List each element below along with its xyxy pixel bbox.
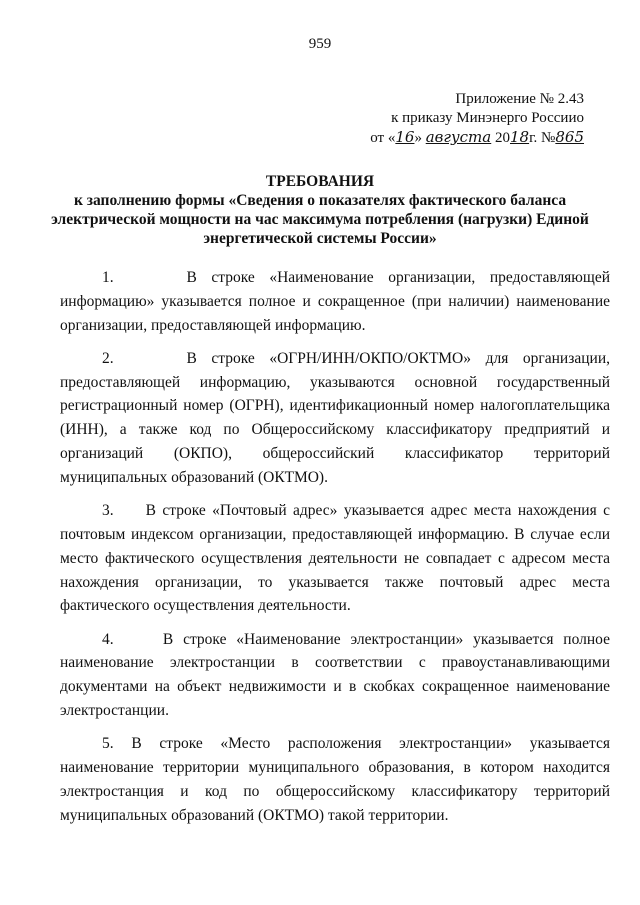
appendix-line-3 xyxy=(370,128,584,148)
requirements-body xyxy=(60,266,610,837)
page-number: 959 xyxy=(308,36,332,52)
order-number-label: г. № xyxy=(529,130,556,146)
paragraph-3: 3. В строке «Почтовый адрес» указывается адрес места нахождения с почтовым индексом организации, предоставляющей информацию. В случае если место фактического осуществления деятельности не совпадает с адресом места нахождения организации, то указывается также почтовый адрес места фактического осуществления деятельности. xyxy=(60,502,610,615)
order-number-handwritten: 865 xyxy=(555,128,584,146)
paragraph-4: 4. В строке «Наименование электростанции» указывается полное наименование электростанции в соответствии с правоустанавливающими документами на объект недвижимости и в скобках сокращенное наименование электростанции. xyxy=(60,630,610,720)
title-heading: ТРЕБОВАНИЯ xyxy=(265,173,375,190)
appendix-header xyxy=(370,90,584,148)
appendix-line-2: к приказу Минэнерго Россиио xyxy=(391,110,584,126)
order-date-prefix: от « xyxy=(370,130,396,146)
title-line-3: электрической мощности на час максимума потребления (нагрузки) Единой xyxy=(51,211,589,228)
order-date-mid: » xyxy=(414,130,426,146)
paragraph-5: 5. В строке «Место расположения электростанции» указывается наименование территории муниципального образования, в котором находится электростанция и код по общероссийскому классификатору территорий муниципальных образований (ОКТМО) такой территории. xyxy=(60,735,610,824)
appendix-line-1: Приложение № 2.43 xyxy=(455,91,584,107)
order-year-handwritten: 18 xyxy=(509,128,530,146)
order-month-handwritten: августа xyxy=(425,128,492,146)
order-year-prefix: 20 xyxy=(491,130,510,146)
paragraph-2: 2. В строке «ОГРН/ИНН/ОКПО/ОКТМО» для организации, предоставляющей информацию, указываются основной государственный регистрационный номер (ОГРН), идентификационный номер налогоплательщика (ИНН), а также код по Общероссийскому классификатору предприятий и организаций (ОКПО), общероссийский классификатор территорий муниципальных образований (ОКТМО). xyxy=(60,349,610,486)
title-line-2: к заполнению формы «Сведения о показателях фактического баланса xyxy=(73,192,567,209)
document-title xyxy=(40,172,600,248)
title-line-4: энергетической системы России» xyxy=(203,230,437,247)
order-day-handwritten: 16 xyxy=(395,128,415,146)
paragraph-1: 1. В строке «Наименование организации, предоставляющей информацию» указывается полное и сокращенное (при наличии) наименование организации, предоставляющей информацию. xyxy=(60,269,610,334)
